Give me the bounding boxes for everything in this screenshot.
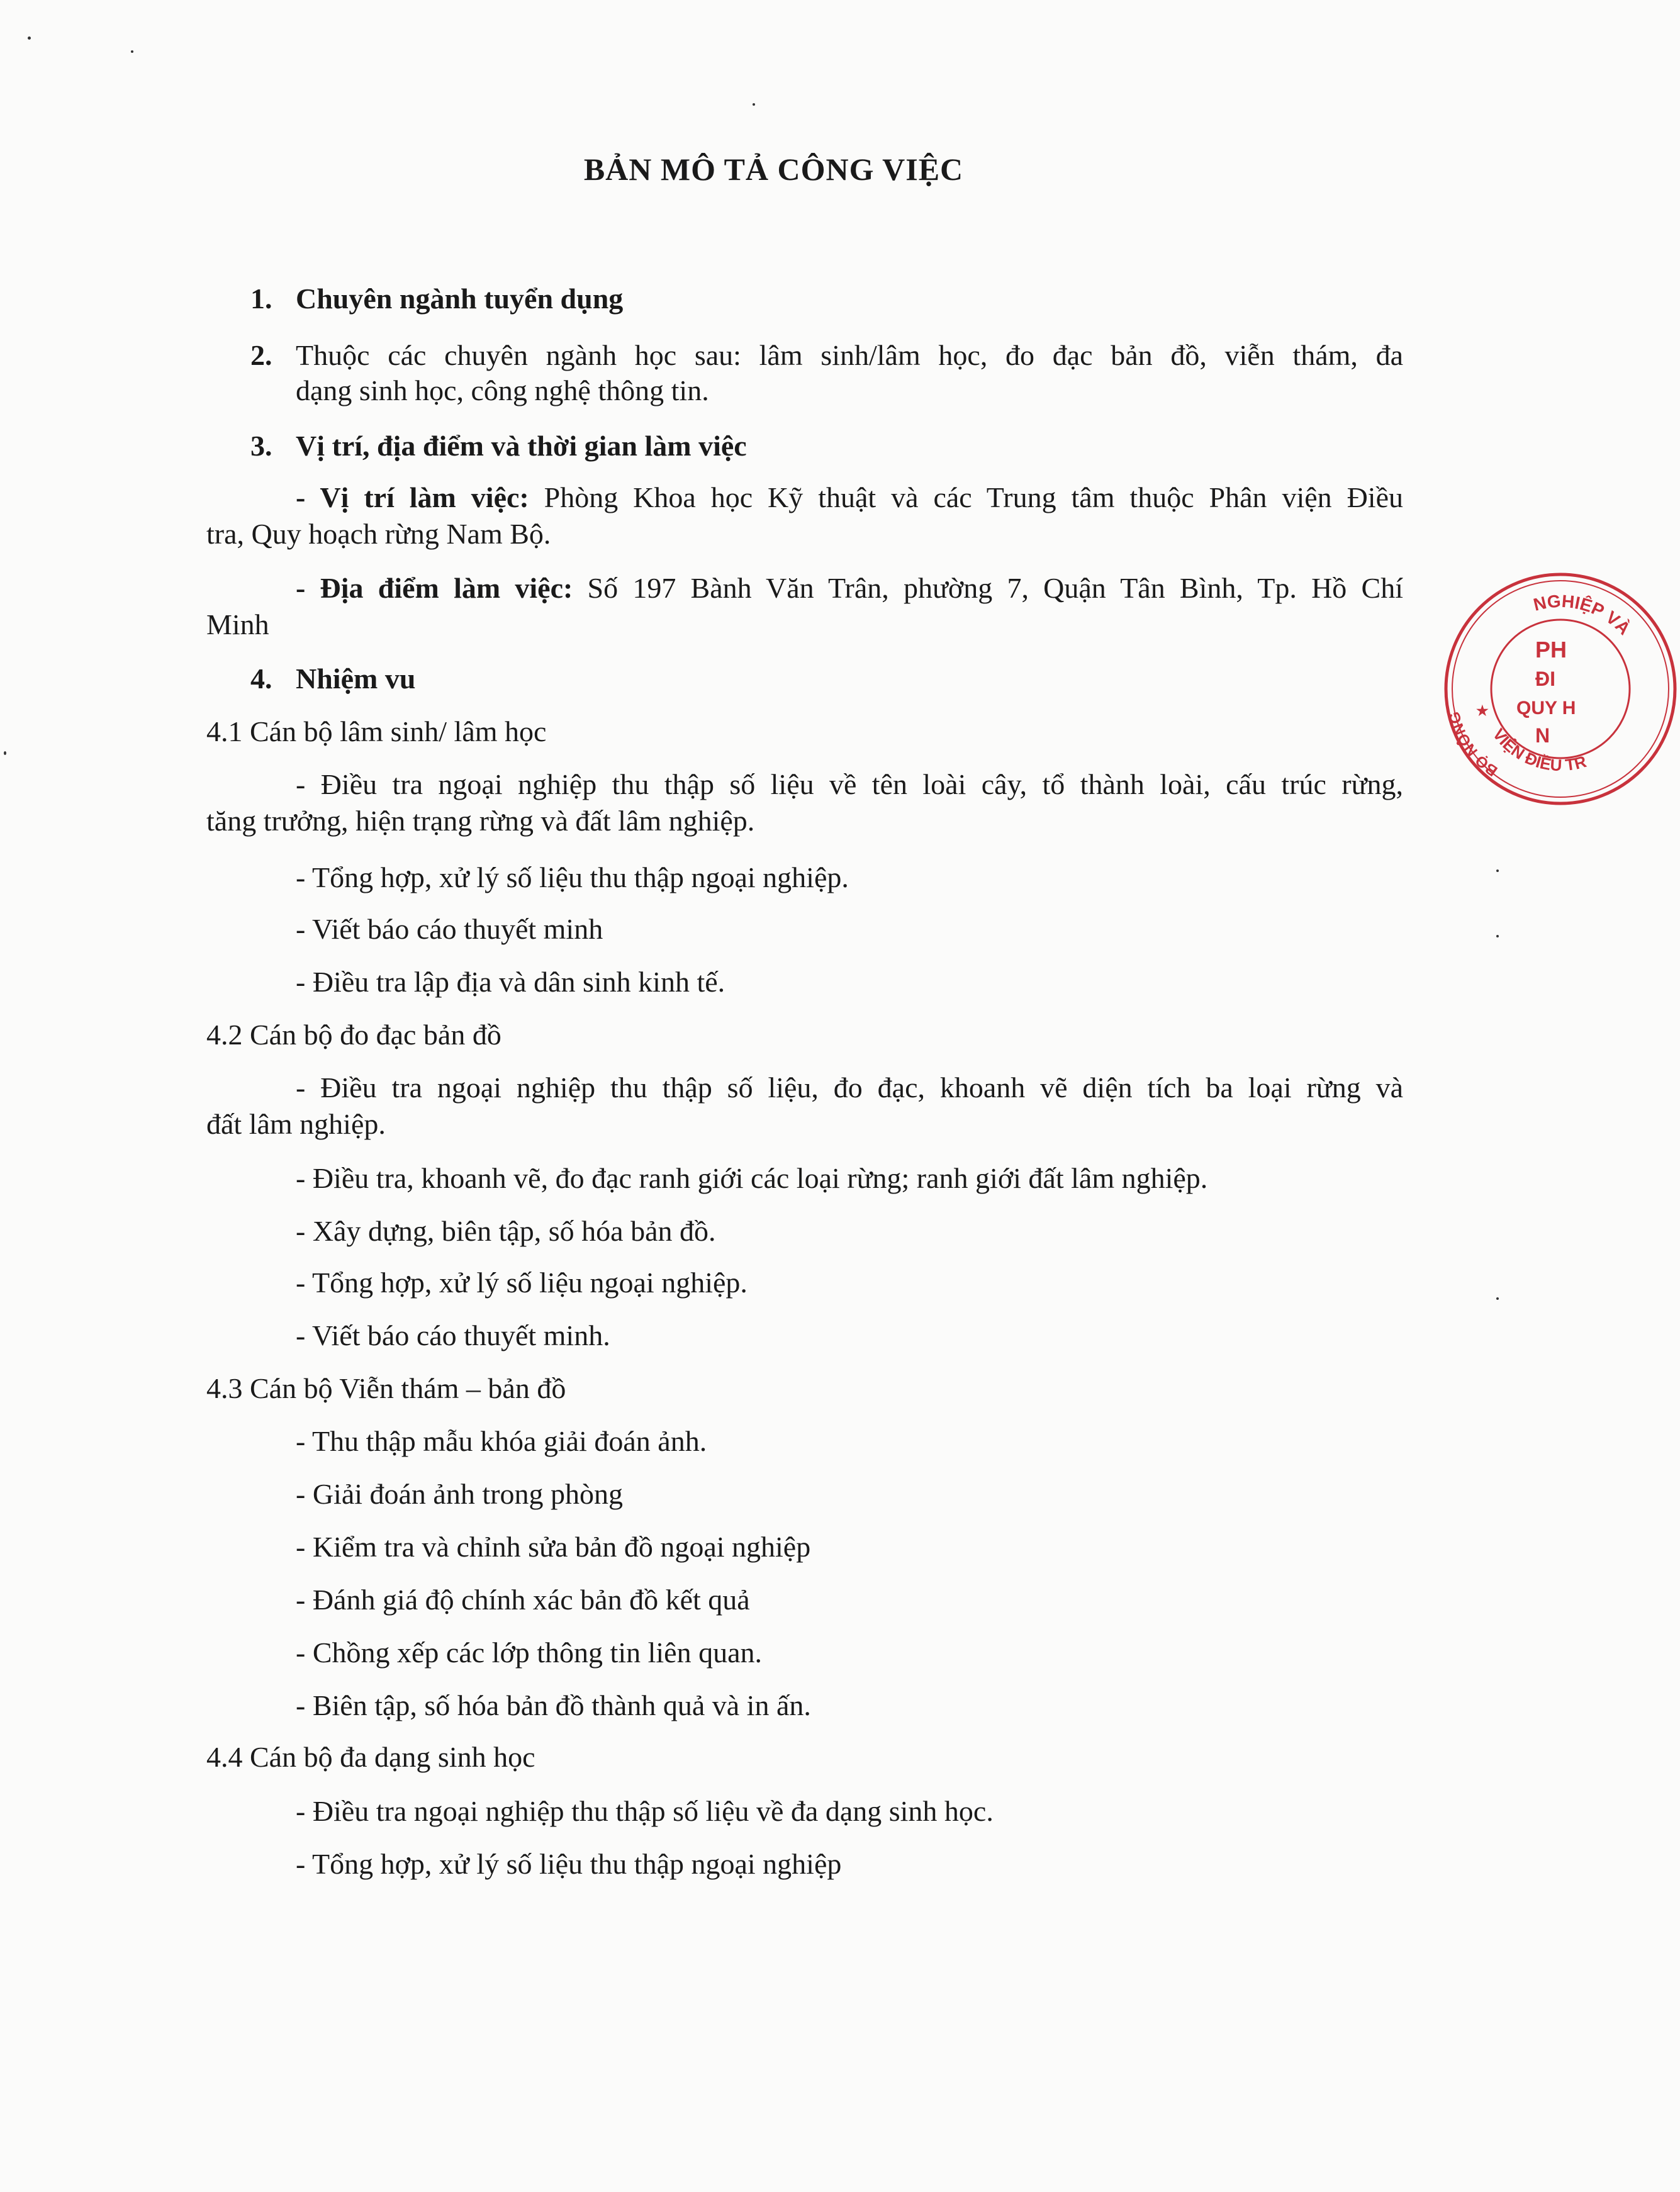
duty-item: - Đánh giá độ chính xác bản đồ kết quả [296, 1584, 750, 1616]
section-heading: Vị trí, địa điểm và thời gian làm việc [296, 430, 747, 462]
work-position-line [296, 479, 1403, 516]
subsection-heading: 4.2 Cán bộ đo đạc bản đồ [206, 1019, 501, 1051]
subsection-heading: 4.4 Cán bộ đa dạng sinh học [206, 1741, 535, 1773]
svg-text:QUY H: QUY H [1516, 698, 1576, 719]
scan-speck [1496, 1297, 1499, 1300]
scan-speck [1496, 870, 1499, 872]
duty-item: - Điều tra ngoại nghiệp thu thập số liệu về tên loài cây, tổ thành loài, cấu trúc rừng, [296, 768, 1403, 800]
section-number: 1. [250, 282, 272, 315]
scan-speck [1496, 935, 1499, 937]
page-title: BẢN MÔ TẢ CÔNG VIỆC [583, 152, 964, 187]
work-position-text: Phòng Khoa học Kỹ thuật và các Trung tâm thuộc Phân viện Điều [529, 481, 1403, 513]
duty-item: - Điều tra lập địa và dân sinh kinh tế. [296, 966, 725, 998]
subsection-heading: 4.3 Cán bộ Viễn thám – bản đồ [206, 1372, 566, 1404]
section-number: 3. [250, 430, 272, 462]
svg-text:BỘ NÔNG: BỘ NÔNG [1445, 710, 1501, 780]
work-position-line-2: tra, Quy hoạch rừng Nam Bộ. [206, 518, 551, 550]
subsection-heading: 4.1 Cán bộ lâm sinh/ lâm học [206, 715, 547, 747]
svg-text:VIỆN ĐIỀU TR: VIỆN ĐIỀU TR [1489, 725, 1589, 775]
svg-text:★: ★ [1476, 703, 1489, 719]
duty-item: - Tổng hợp, xử lý số liệu thu thập ngoại nghiệp [296, 1848, 842, 1880]
duty-item-continuation: đất lâm nghiệp. [206, 1108, 386, 1140]
work-location-text: Số 197 Bành Văn Trân, phường 7, Quận Tân Bình, Tp. Hồ Chí [573, 572, 1403, 604]
duty-item: - Xây dựng, biên tập, số hóa bản đồ. [296, 1215, 716, 1247]
scan-speck [131, 50, 133, 53]
duty-item: - Điều tra ngoại nghiệp thu thập số liệu, đo đạc, khoanh vẽ diện tích ba loại rừng và [296, 1071, 1403, 1104]
section-heading: Chuyên ngành tuyển dụng [296, 282, 624, 315]
work-position-label: - Vị trí làm việc: [296, 481, 529, 513]
duty-item: - Điều tra ngoại nghiệp thu thập số liệu về đa dạng sinh học. [296, 1795, 994, 1827]
duty-item: - Giải đoán ảnh trong phòng [296, 1478, 623, 1510]
section-text-line: dạng sinh học, công nghệ thông tin. [296, 374, 709, 406]
section-number: 2. [250, 339, 272, 371]
duty-item: - Viết báo cáo thuyết minh [296, 913, 603, 945]
duty-item-continuation: tăng trưởng, hiện trạng rừng và đất lâm nghiệp. [206, 805, 755, 837]
duty-item: - Tổng hợp, xử lý số liệu ngoại nghiệp. [296, 1267, 748, 1299]
duty-item: - Tổng hợp, xử lý số liệu thu thập ngoại nghiệp. [296, 861, 849, 893]
work-location-line [296, 570, 1403, 607]
svg-text:N: N [1535, 724, 1550, 747]
svg-text:PH: PH [1535, 637, 1567, 663]
svg-text:NGHIỆP VÀ: NGHIỆP VÀ [1531, 591, 1635, 639]
scan-speck [4, 751, 6, 755]
official-seal [1441, 569, 1680, 808]
duty-item: - Viết báo cáo thuyết minh. [296, 1319, 610, 1351]
duty-item: - Thu thập mẫu khóa giải đoán ảnh. [296, 1425, 707, 1457]
section-text-line: Thuộc các chuyên ngành học sau: lâm sinh/lâm học, đo đạc bản đồ, viễn thám, đa [296, 339, 1403, 371]
duty-item: - Điều tra, khoanh vẽ, đo đạc ranh giới các loại rừng; ranh giới đất lâm nghiệp. [296, 1162, 1208, 1194]
section-heading: Nhiệm vu [296, 663, 416, 695]
duty-item: - Chồng xếp các lớp thông tin liên quan. [296, 1636, 763, 1669]
scan-speck [753, 103, 755, 106]
section-number: 4. [250, 663, 272, 695]
work-location-line-2: Minh [206, 608, 269, 640]
duty-item: - Kiểm tra và chỉnh sửa bản đồ ngoại nghiệp [296, 1531, 811, 1563]
svg-text:ĐI: ĐI [1535, 668, 1555, 690]
scan-speck [28, 36, 31, 40]
duty-item: - Biên tập, số hóa bản đồ thành quả và in ấn. [296, 1689, 811, 1721]
work-location-label: - Địa điểm làm việc: [296, 572, 573, 604]
